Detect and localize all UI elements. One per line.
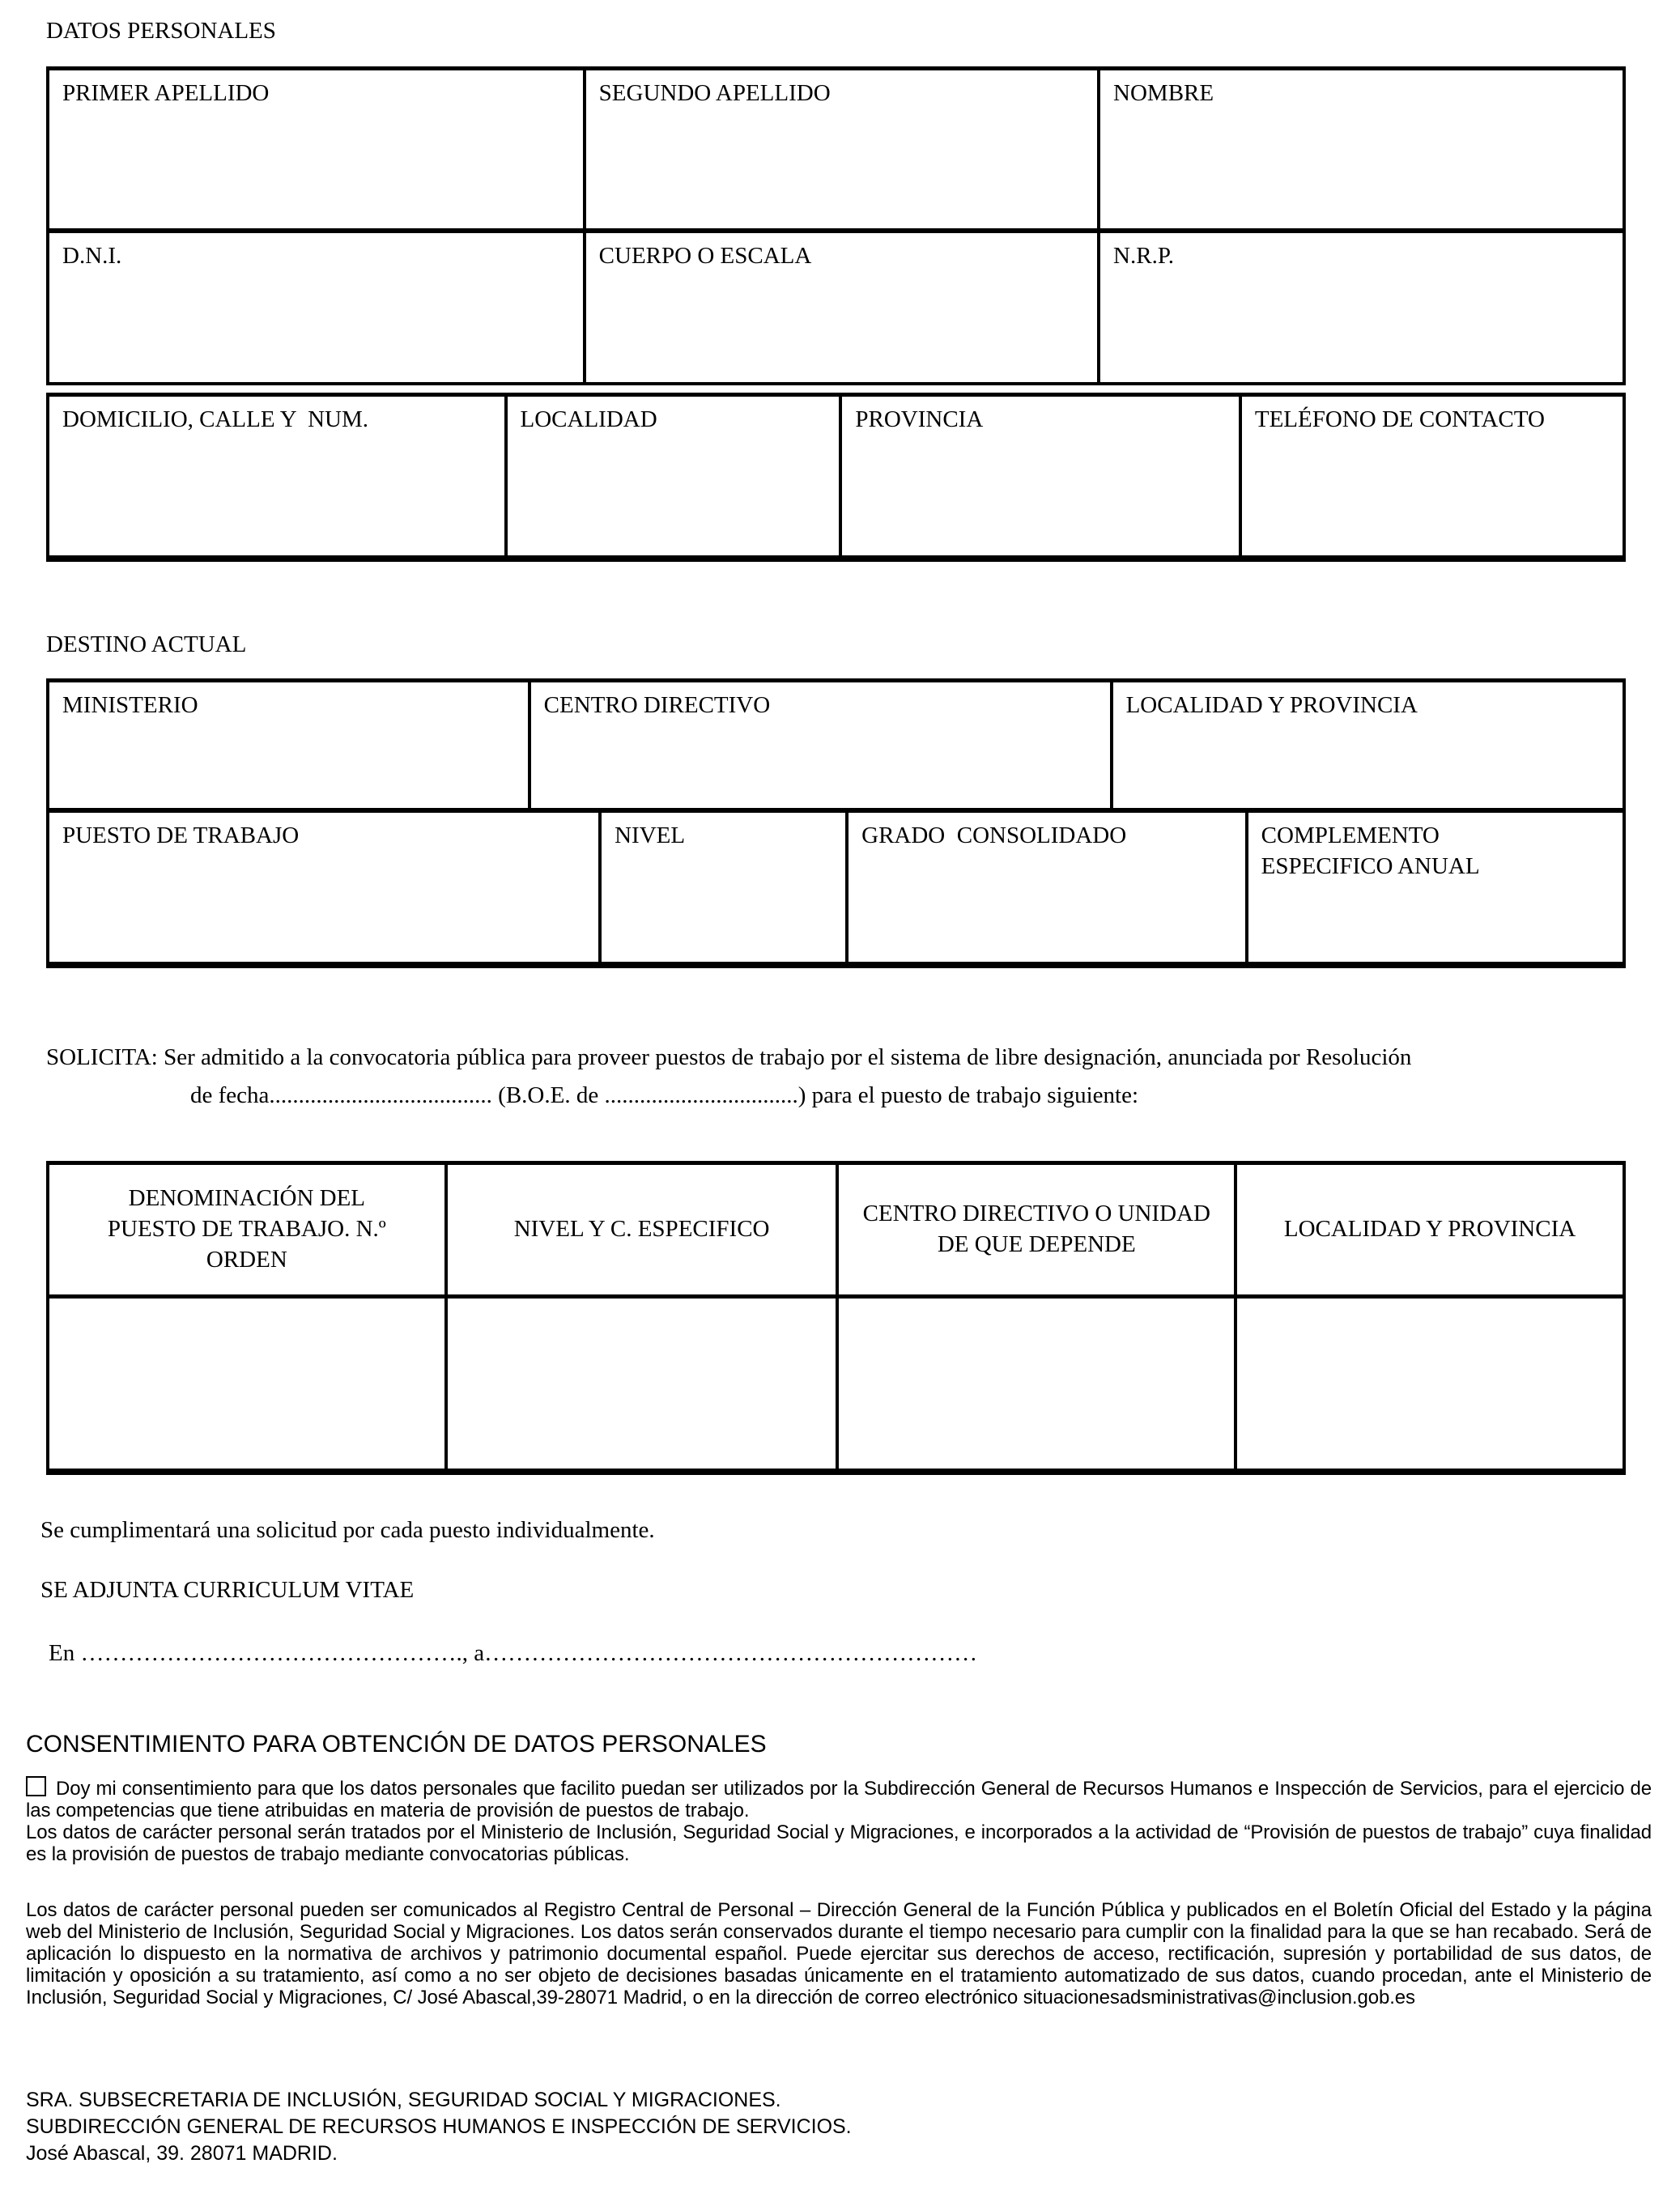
field-segundo-apellido[interactable] bbox=[583, 70, 1097, 228]
personal-address-table bbox=[46, 393, 1626, 562]
label-provincia: PROVINCIA bbox=[855, 406, 984, 432]
label-nombre: NOMBRE bbox=[1113, 80, 1214, 106]
header-denominacion-puesto-text: DENOMINACIÓN DEL PUESTO DE TRABAJO. N.º ORDEN bbox=[107, 1185, 386, 1273]
footer-line-2: SUBDIRECCIÓN GENERAL DE RECURSOS HUMANOS E INSPECCIÓN DE SERVICIOS. bbox=[26, 2115, 852, 2138]
solicita-line-2 bbox=[46, 1081, 1665, 1112]
label-complemento-especifico-anual: COMPLEMENTO ESPECIFICO ANUAL bbox=[1261, 822, 1480, 879]
section-title-datos-personales: DATOS PERSONALES bbox=[46, 18, 276, 44]
footer-line-1: SRA. SUBSECRETARIA DE INCLUSIÓN, SEGURIDAD SOCIAL Y MIGRACIONES. bbox=[26, 2089, 781, 2111]
field-domicilio[interactable] bbox=[49, 397, 504, 555]
puesto-cell-nivel-especifico[interactable] bbox=[444, 1299, 836, 1469]
field-primer-apellido[interactable] bbox=[49, 70, 583, 228]
solicita-line-1: SOLICITA: Ser admitido a la convocatoria pública para proveer puestos de trabajo por el sistema de libre designación, anunciada por Resolución bbox=[46, 1044, 1412, 1070]
puesto-cell-denominacion[interactable] bbox=[49, 1299, 444, 1469]
consent-checkbox[interactable] bbox=[26, 1776, 46, 1796]
label-puesto-de-trabajo: PUESTO DE TRABAJO bbox=[62, 822, 300, 848]
boe-blank[interactable]: ................................. bbox=[604, 1082, 798, 1108]
puesto-cell-localidad[interactable] bbox=[1234, 1299, 1623, 1469]
solicita-line2-prefix: de fecha bbox=[190, 1082, 270, 1108]
header-nivel-c-especifico bbox=[444, 1165, 836, 1294]
solicita-line2-mid: (B.O.E. de bbox=[491, 1082, 605, 1108]
note-single-request: Se cumplimentará una solicitud por cada puesto individualmente. bbox=[40, 1517, 655, 1543]
place-date-separator: ., a bbox=[456, 1640, 485, 1666]
label-dni: D.N.I. bbox=[62, 243, 122, 269]
destino-row-1 bbox=[49, 682, 1623, 808]
header-denominacion-puesto bbox=[49, 1165, 444, 1294]
label-grado-consolidado: GRADO CONSOLIDADO bbox=[861, 822, 1127, 848]
label-primer-apellido: PRIMER APELLIDO bbox=[62, 80, 270, 106]
label-telefono-de-contacto: TELÉFONO DE CONTACTO bbox=[1254, 406, 1545, 432]
personal-data-table bbox=[46, 66, 1626, 385]
destino-row-2 bbox=[49, 808, 1623, 962]
footer-line-3: José Abascal, 39. 28071 MADRID. bbox=[26, 2142, 338, 2165]
label-segundo-apellido: SEGUNDO APELLIDO bbox=[598, 80, 831, 106]
consent-paragraph-3 bbox=[26, 1899, 1652, 2008]
label-localidad-y-provincia: LOCALIDAD Y PROVINCIA bbox=[1125, 692, 1418, 718]
header-localidad-provincia bbox=[1234, 1165, 1623, 1294]
header-nivel-c-especifico-text: NIVEL Y C. ESPECIFICO bbox=[513, 1216, 770, 1243]
solicita-paragraph bbox=[46, 1043, 1665, 1111]
note-curriculum-vitae: SE ADJUNTA CURRICULUM VITAE bbox=[40, 1577, 415, 1603]
field-nombre[interactable] bbox=[1097, 70, 1623, 228]
field-ministerio[interactable] bbox=[49, 682, 528, 808]
header-centro-directivo-unidad-text: CENTRO DIRECTIVO O UNIDAD DE QUE DEPENDE bbox=[862, 1201, 1210, 1257]
header-localidad-provincia-text: LOCALIDAD Y PROVINCIA bbox=[1283, 1216, 1576, 1243]
place-date-line bbox=[49, 1639, 977, 1669]
header-centro-directivo-unidad bbox=[836, 1165, 1234, 1294]
label-localidad: LOCALIDAD bbox=[520, 406, 657, 432]
place-date-prefix: En bbox=[49, 1640, 81, 1666]
field-cuerpo-o-escala[interactable] bbox=[583, 233, 1097, 382]
field-localidad-y-provincia[interactable] bbox=[1110, 682, 1623, 808]
field-centro-directivo[interactable] bbox=[528, 682, 1110, 808]
section-title-destino-actual: DESTINO ACTUAL bbox=[46, 631, 247, 657]
consent-paragraph-3-text: Los datos de carácter personal pueden ser comunicados al Registro Central de Personal – Dirección General de la Función Pública y publicados en el Boletín Oficial del Estado y la página web del Ministerio de Inclusión, Seguridad Social y Migraciones. Los datos serán conservados durante el tiempo necesario para cumplir con la finalidad para la que se han recabado. Será de aplicación lo dispuesto en la normativa de archivos y patrimonio documental español. Puede ejercitar sus derechos de acceso, rectificación, supresión y portabilidad de sus datos, de limitación y oposición a su tratamiento, así como a no ser objeto de decisiones basadas únicamente en el tratamiento automatizado de sus datos, cuando procedan, ante el Ministerio de Inclusión, Seguridad Social y Migraciones, C/ José Abascal,39-28071 Madrid, o en la dirección de correo electrónico bbox=[26, 1899, 1652, 2008]
fecha-blank[interactable]: ...................................... bbox=[269, 1082, 492, 1108]
label-centro-directivo: CENTRO DIRECTIVO bbox=[543, 692, 771, 718]
field-telefono-de-contacto[interactable] bbox=[1239, 397, 1623, 555]
email-address: situacionesadsministrativas@inclusion.gob.es bbox=[1023, 1987, 1415, 2008]
field-dni[interactable] bbox=[49, 233, 583, 382]
field-nivel[interactable] bbox=[598, 813, 845, 962]
destino-actual-table bbox=[46, 678, 1626, 968]
personal-row-3 bbox=[49, 397, 1623, 555]
footer-address-block bbox=[26, 2087, 1652, 2167]
consent-paragraph-1-text: Doy mi consentimiento para que los datos personales que facilito puedan ser utilizados por la Subdirección General de Recursos Humanos e Inspección de Servicios, para el ejercicio de las competencias que tiene atribuidas en materia de provisión de puestos de trabajo. bbox=[26, 1778, 1652, 1821]
label-domicilio: DOMICILIO, CALLE Y NUM. bbox=[62, 406, 369, 432]
solicita-line2-suffix: ) para el puesto de trabajo siguiente: bbox=[797, 1082, 1139, 1108]
label-nivel: NIVEL bbox=[615, 822, 686, 848]
consent-heading: CONSENTIMIENTO PARA OBTENCIÓN DE DATOS PERSONALES bbox=[26, 1731, 767, 1758]
personal-row-2 bbox=[49, 228, 1623, 382]
consent-paragraph-2: Los datos de carácter personal serán tratados por el Ministerio de Inclusión, Seguridad Social y Migraciones, e incorporados a la actividad de “Provisión de puestos de trabajo” cuya finalidad es la provisión de puestos de trabajo mediante convocatorias públicas. bbox=[26, 1821, 1652, 1865]
label-cuerpo-o-escala: CUERPO O ESCALA bbox=[598, 243, 812, 269]
field-provincia[interactable] bbox=[839, 397, 1239, 555]
field-puesto-de-trabajo[interactable] bbox=[49, 813, 598, 962]
personal-row-1 bbox=[49, 70, 1623, 228]
puesto-data-row bbox=[49, 1294, 1623, 1469]
consent-section bbox=[26, 1731, 1652, 2008]
date-blank[interactable]: ……………………………………………………… bbox=[484, 1640, 978, 1666]
puesto-header-row bbox=[49, 1165, 1623, 1294]
place-blank[interactable]: ………………………………………… bbox=[80, 1640, 457, 1666]
label-ministerio: MINISTERIO bbox=[62, 692, 198, 718]
field-complemento-especifico-anual[interactable] bbox=[1245, 813, 1623, 962]
puesto-solicitado-table bbox=[46, 1161, 1626, 1475]
puesto-cell-centro-directivo[interactable] bbox=[836, 1299, 1234, 1469]
field-nrp[interactable] bbox=[1097, 233, 1623, 382]
field-grado-consolidado[interactable] bbox=[845, 813, 1245, 962]
label-nrp: N.R.P. bbox=[1113, 243, 1174, 269]
field-localidad[interactable] bbox=[504, 397, 840, 555]
consent-paragraph-1 bbox=[26, 1776, 1652, 1821]
